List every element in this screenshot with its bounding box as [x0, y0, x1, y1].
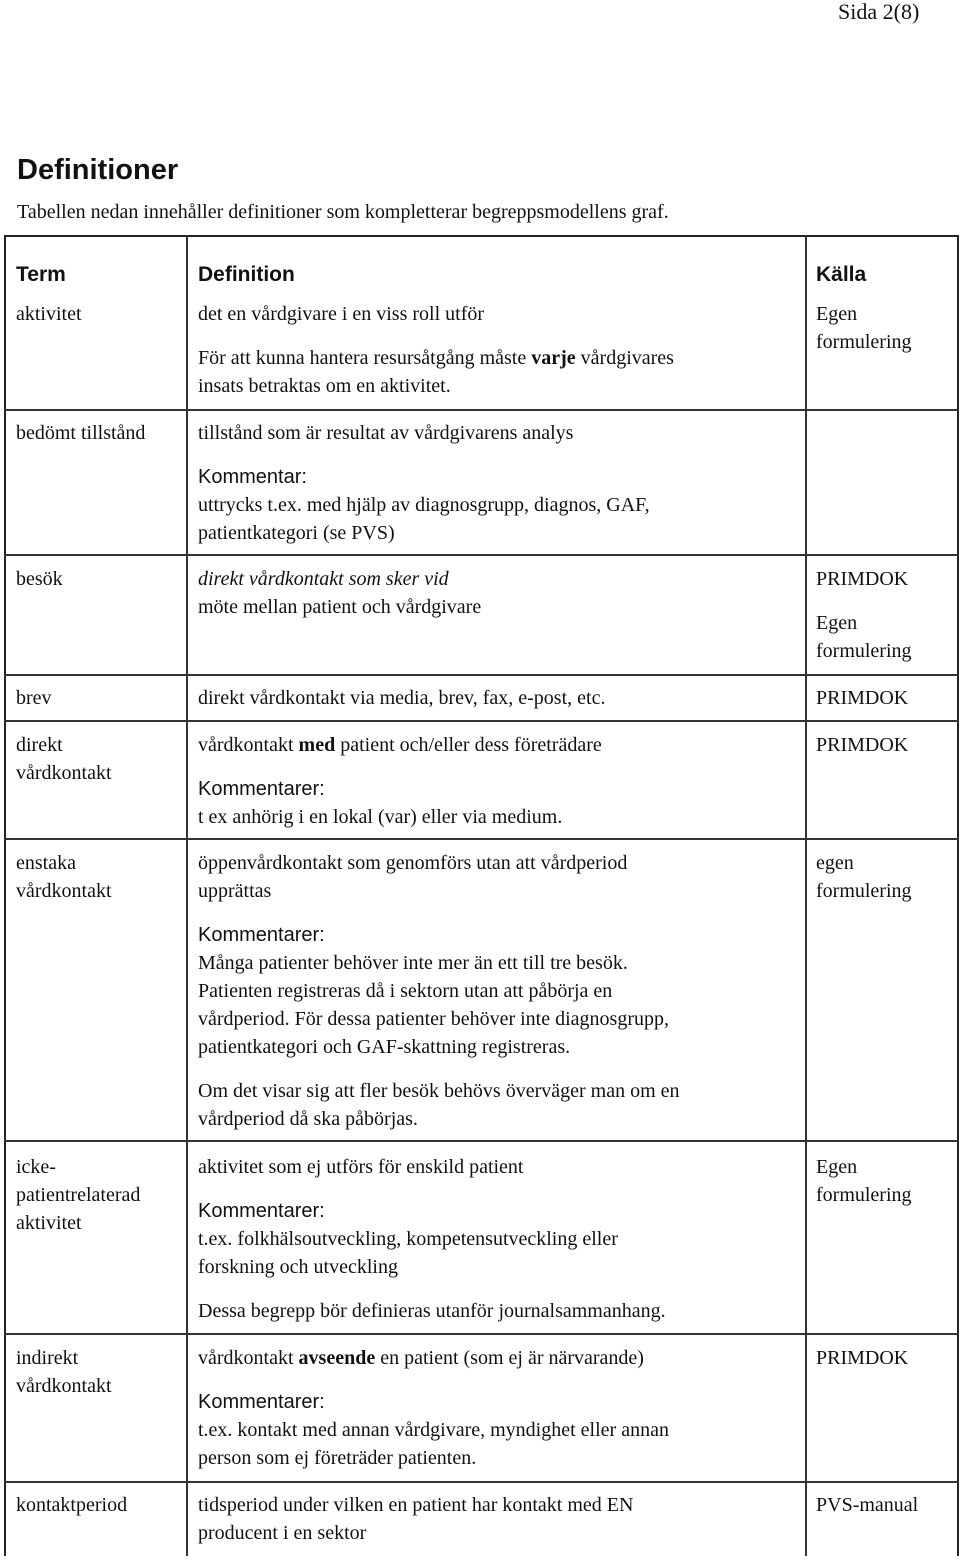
- definition-bedomt-tillstand: tillstånd som är resultat av vårdgivarens analys Kommentar: uttrycks t.ex. med hjälp av diagnosgrupp, diagnos, GAF, patientkategori (se PVS): [198, 422, 650, 544]
- term-icke-patientrelaterad-aktivitet: icke- patientrelaterad aktivitet: [16, 1156, 141, 1234]
- row-divider: [4, 674, 959, 676]
- row-divider: [4, 409, 959, 411]
- definition-kontaktperiod: tidsperiod under vilken en patient har kontakt med EN producent i en sektor: [198, 1494, 634, 1544]
- definition-aktivitet: det en vårdgivare i en viss roll utför För att kunna hantera resursåtgång måste varje vårdgivares insats betraktas om en aktivitet.: [198, 303, 674, 397]
- source-brev: PRIMDOK: [816, 687, 909, 709]
- definition-enstaka-vardkontakt: öppenvårdkontakt som genomförs utan att vårdperiod upprättas Kommentarer: Många patienter behöver inte mer än ett till tre besök. Patienten registreras då i sektorn utan att påbörja en vårdperiod. För dessa patienter behöver inte diagnosgrupp, patientkategori och GAF-skattning registreras. Om det visar sig att fler besök behövs överväger man om en vårdperiod då ska påbörjas.: [198, 852, 680, 1130]
- source-icke-patientrelaterad-aktivitet: Egen formulering: [816, 1156, 912, 1206]
- column-divider: [186, 235, 188, 1556]
- source-direkt-vardkontakt: PRIMDOK: [816, 734, 909, 756]
- row-divider: [4, 720, 959, 722]
- source-kontaktperiod: PVS-manual: [816, 1494, 919, 1516]
- term-aktivitet: aktivitet: [16, 303, 82, 325]
- term-besok: besök: [16, 568, 63, 590]
- term-direkt-vardkontakt: direkt vårdkontakt: [16, 734, 112, 784]
- row-divider: [4, 1481, 959, 1483]
- source-besok: PRIMDOK Egen formulering: [816, 568, 912, 662]
- definition-besok: direkt vårdkontakt som sker vid möte mellan patient och vårdgivare: [198, 568, 482, 618]
- definition-icke-patientrelaterad-aktivitet: aktivitet som ej utförs för enskild patient Kommentarer: t.ex. folkhälsoutveckling, kompetensutveckling eller forskning och utveckling Dessa begrepp bör definieras utanför journalsammanhang.: [198, 1156, 666, 1322]
- intro-text: Tabellen nedan innehåller definitioner som kompletterar begreppsmodellens graf.: [17, 201, 669, 223]
- definition-indirekt-vardkontakt: vårdkontakt avseende en patient (som ej är närvarande) Kommentarer: t.ex. kontakt med annan vårdgivare, myndighet eller annan person som ej företräder patienten.: [198, 1347, 669, 1469]
- term-indirekt-vardkontakt: indirekt vårdkontakt: [16, 1347, 112, 1397]
- column-divider: [805, 235, 807, 1556]
- term-enstaka-vardkontakt: enstaka vårdkontakt: [16, 852, 112, 902]
- term-brev: brev: [16, 687, 52, 709]
- source-aktivitet: Egen formulering: [816, 303, 912, 353]
- row-divider: [4, 1333, 959, 1335]
- header-term: Term: [16, 263, 66, 286]
- page-number: Sida 2(8): [838, 0, 920, 24]
- definition-brev: direkt vårdkontakt via media, brev, fax, e-post, etc.: [198, 687, 606, 709]
- header-source: Källa: [816, 263, 867, 286]
- row-divider: [4, 838, 959, 840]
- row-divider: [4, 1140, 959, 1142]
- term-bedomt-tillstand: bedömt tillstånd: [16, 422, 146, 444]
- page-title: Definitioner: [17, 154, 179, 186]
- source-enstaka-vardkontakt: egen formulering: [816, 852, 912, 902]
- term-kontaktperiod: kontaktperiod: [16, 1494, 128, 1516]
- source-indirekt-vardkontakt: PRIMDOK: [816, 1347, 909, 1369]
- definition-direkt-vardkontakt: vårdkontakt med patient och/eller dess företrädare Kommentarer: t ex anhörig i en lokal (var) eller via medium.: [198, 734, 602, 828]
- row-divider: [4, 554, 959, 556]
- header-definition: Definition: [198, 263, 295, 286]
